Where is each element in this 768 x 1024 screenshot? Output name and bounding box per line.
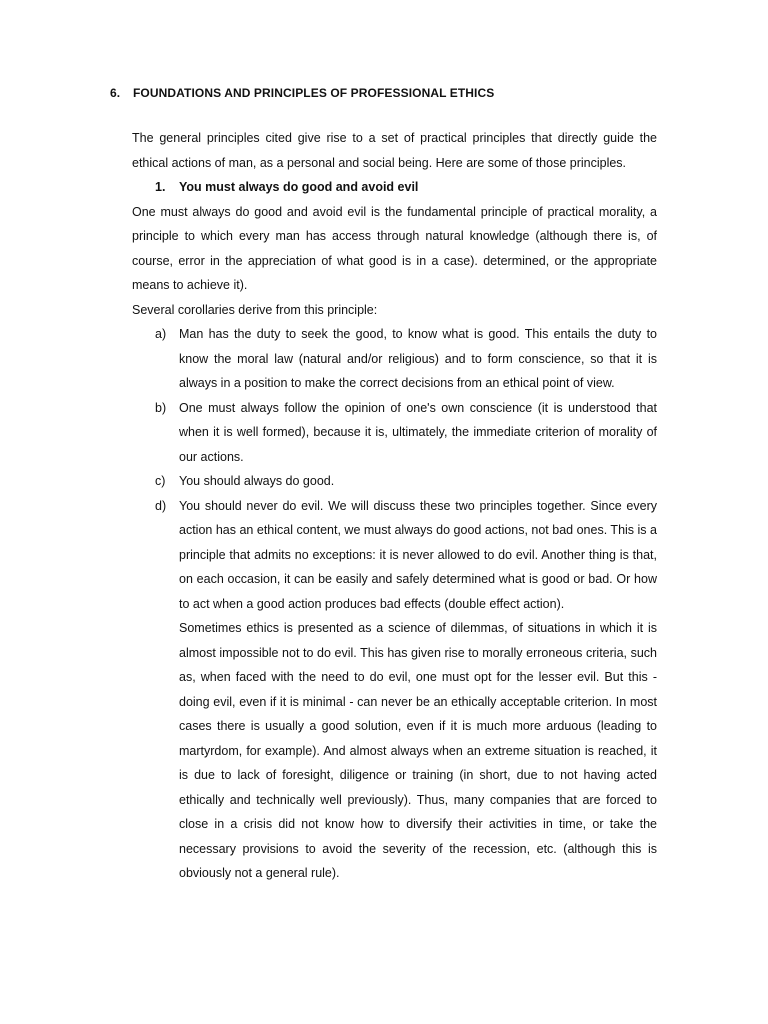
- list-marker: b): [155, 400, 167, 415]
- list-marker: d): [155, 498, 167, 513]
- list-item: [132, 469, 657, 494]
- section-number: 6.: [110, 86, 121, 100]
- list-item: [132, 494, 657, 617]
- corollaries-intro: Several corollaries derive from this principle:: [132, 302, 378, 317]
- list-marker: c): [155, 474, 166, 488]
- subsection-number: 1.: [155, 180, 166, 194]
- principle-paragraph: One must always do good and avoid evil is the fundamental principle of practical morality, a principle to which every man has access through natural knowledge (although there is, of course, error in the appreciation of what good is in a case). determined, or the appropriate means to achieve it).: [132, 204, 657, 292]
- list-item: [132, 396, 657, 470]
- list-item-text: Man has the duty to seek the good, to know what is good. This entails the duty to know the moral law (natural and/or religious) and to form conscience, so that it is always in a position to make the correct decisions from an ethical point of view.: [179, 327, 657, 390]
- subsection-heading: [155, 175, 657, 200]
- list-item-text: You should never do evil. We will discuss these two principles together. Since every action has an ethical content, we must always do good actions, not bad ones. This is a principle that admits no exceptions: it is never allowed to do evil. Another thing is that, on each occasion, it can be easily and safely determined what is good or bad. Or how to act when a good action produces bad effects (double effect action).: [179, 498, 657, 611]
- list-item: [132, 322, 657, 396]
- document-body: [132, 126, 657, 886]
- section-heading: [110, 86, 494, 100]
- section-title: FOUNDATIONS AND PRINCIPLES OF PROFESSIONAL ETHICS: [133, 86, 495, 100]
- subsection-title: You must always do good and avoid evil: [179, 180, 419, 194]
- intro-paragraph: The general principles cited give rise to a set of practical principles that directly guide the ethical actions of man, as a personal and social being. Here are some of those principles.: [132, 131, 657, 170]
- list-item-text: You should always do good.: [179, 474, 335, 488]
- closing-paragraph: Sometimes ethics is presented as a science of dilemmas, of situations in which it is almost impossible not to do evil. This has given rise to morally erroneous criteria, such as, when faced with the need to do evil, one must opt for the lesser evil. But this - doing evil, even if it is minimal - can never be an ethically acceptable criterion. In most cases there is usually a good solution, even if it is much more arduous (leading to martyrdom, for example). And almost always when an extreme situation is reached, it is due to lack of foresight, diligence or training (in short, due to not having acted ethically and technically well previously). Thus, many companies that are forced to close in a crisis did not know how to diversify their activities in time, or take the necessary provisions to avoid the severity of the recession, etc. (although this is obviously not a general rule).: [179, 621, 657, 880]
- corollaries-list: [132, 322, 657, 616]
- list-item-text: One must always follow the opinion of one's own conscience (it is understood that when it is well formed), because it is, ultimately, the immediate criterion of morality of our actions.: [179, 400, 657, 464]
- list-marker: a): [155, 327, 167, 341]
